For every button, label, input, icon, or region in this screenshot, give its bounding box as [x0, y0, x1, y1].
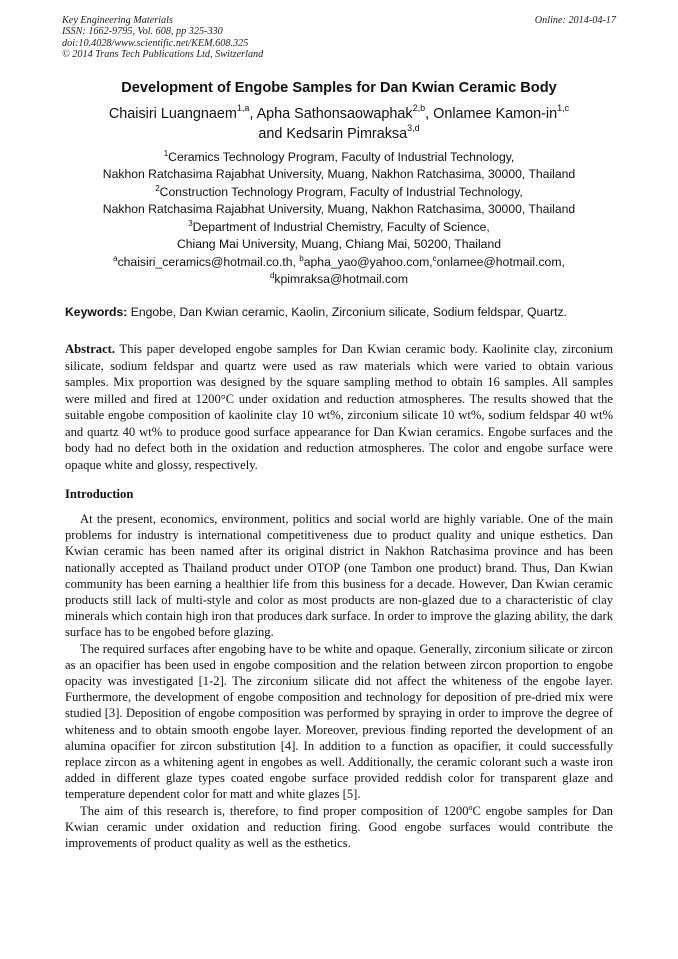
affiliation-sup: 3 [188, 218, 193, 228]
email-sup: b [299, 253, 304, 263]
copyright-line: © 2014 Trans Tech Publications Ltd, Switzerland [62, 49, 264, 61]
paragraph: At the present, economics, environment, politics and social world are highly variable. One of the main problems for industry is international competitiveness due to product quality and unique esthetics. Dan Kwian ceramic has been named after its original district in Nakhon Ratchasima province and has been nationally accepted as Thailand product under OTOP (one Tambon one product) brand. Thus, Dan Kwian community has been earning a healthier life from this business for a decade. However, Dan Kwian ceramic products still lack of multi-style and color as most products are non-glazed due to a characteristic of clay minerals which contain high iron that produces dark surface. In order to improve the glazing ability, the dark surface has to be engobed before glazing. [65, 512, 613, 640]
author-sup: 1,a [236, 103, 250, 114]
email-sup: a [113, 253, 118, 263]
online-date: Online: 2014-04-17 [534, 15, 616, 26]
degree-symbol: o [468, 802, 473, 812]
affiliation-line: Nakhon Ratchasima Rajabhat University, Muang, Nakhon Ratchasima, 30000, Thailand [102, 201, 576, 216]
paragraph [65, 803, 613, 852]
affiliation-line: Ceramics Technology Program, Faculty of Industrial Technology, [168, 150, 515, 164]
affiliation-line: Department of Industrial Chemistry, Faculty of Science, [192, 220, 490, 234]
email-address[interactable]: kpimraksa@hotmail.com [274, 271, 409, 286]
author-name: Kedsarin Pimraksa [286, 126, 408, 142]
doi-line: doi:10.4028/www.scientific.net/KEM.608.325 [62, 37, 249, 49]
paragraph-text: The aim of this research is, therefore, to find proper composition of 1200 [80, 803, 469, 818]
paragraph-text: C engobe samples for Dan Kwian ceramic under oxidation and reduction firing. Good engobe surfaces would contribute the improvements of product quality as well as the esthetics. [65, 803, 613, 851]
abstract [65, 341, 613, 473]
affiliation-2 [40, 184, 638, 217]
affiliation-1 [40, 149, 638, 182]
author-name: Chaisiri Luangnaem [108, 106, 237, 122]
paragraph: The required surfaces after engobing have to be white and opaque. Generally, zirconium silicate or zircon as an opacifier has been used in engobe composition and the relation between zircon proportion to engobe opacity was investigated [1-2]. The zirconium silicate did not affect the whiteness of the engobe layer. Furthermore, the development of engobe composition and technology for deposition of pre-dried mix were studied [3]. Deposition of engobe composition was performed by spraying in order to improve the degree of whiteness and to obtain smooth engobe layer. Moreover, previous finding reported the development of an alumina opacifier for zircon substitution [4]. In addition to a function as opacifier, it could successfully replace zircon as a whitening agent in engobes as well. Additionally, the ceramic colorant such a waste iron added in different glaze types coated engobe surface provided reddish color for transparent glaze and temperature dependent color for matt and white glazes [5]. [65, 641, 613, 802]
author-name: Onlamee Kamon-in [433, 106, 558, 122]
abstract-label: Abstract. [65, 342, 116, 356]
email-address[interactable]: chaisiri_ceramics@hotmail.co.th, [117, 255, 296, 269]
email-address[interactable]: onlamee@hotmail.com, [436, 255, 565, 269]
journal-meta [62, 15, 263, 61]
author-sup: 3,d [407, 123, 420, 134]
keywords-text: Engobe, Dan Kwian ceramic, Kaolin, Zirconium silicate, Sodium feldspar, Quartz. [130, 305, 567, 319]
author-name: Apha Sathonsaowaphak [256, 106, 413, 122]
paper-title: Development of Engobe Samples for Dan Kwian Ceramic Body [121, 80, 557, 96]
email-sup: d [269, 270, 275, 280]
email-list [40, 254, 638, 287]
introduction-body [65, 511, 613, 851]
abstract-text: This paper developed engobe samples for Dan Kwian ceramic body. Kaolinite clay, zirconium silicate, sodium feldspar and quartz were used as raw materials which were varied to obtain various samples. Mix proportion was designed by the square sampling method to obtain 16 samples. All samples were milled and fired at 1200°C under oxidation and reduction atmospheres. The results showed that the suitable engobe composition of kaolinite clay 10 wt%, zirconium silicate 10 wt%, sodium feldspar 40 wt% and quartz 40 wt% to produce good surface appearance for Dan Kwian ceramics. Engobe surfaces and the body had no defect both in the oxidation and reduction atmospheres. The color and engobe surface were opaque white and glossy, respectively. [65, 342, 614, 472]
affiliation-line: Construction Technology Program, Faculty of Industrial Technology, [159, 185, 523, 199]
affiliation-line: Nakhon Ratchasima Rajabhat University, Muang, Nakhon Ratchasima, 30000, Thailand [102, 166, 576, 181]
email-sup: c [432, 253, 437, 263]
section-heading: Introduction [65, 487, 134, 501]
author-conjunction: and [258, 126, 283, 142]
author-list: Chaisiri Luangnaem$^{1,a}$, Apha Sathonsaowaphak$^{2,b}$, Onlamee Kamon-in$^{1,c}$ and Kedsarin Pimraksa$^{3,d}$ [108, 103, 570, 142]
email-address[interactable]: apha_yao@yahoo.com, [303, 255, 433, 269]
keywords-label: Keywords: [65, 305, 128, 319]
keywords [65, 305, 567, 319]
affiliation-line: Chiang Mai University, Muang, Chiang Mai, 50200, Thailand [176, 236, 502, 251]
author-sup: 1,c [557, 103, 570, 114]
affiliation-3 [40, 219, 638, 252]
author-sup: 2,b [412, 103, 426, 114]
journal-name: Key Engineering Materials [62, 15, 173, 26]
affiliation-sup: 2 [155, 183, 160, 193]
affiliation-sup: 1 [163, 148, 169, 158]
issn-line: ISSN: 1662-9795, Vol. 608, pp 325-330 [62, 26, 223, 38]
